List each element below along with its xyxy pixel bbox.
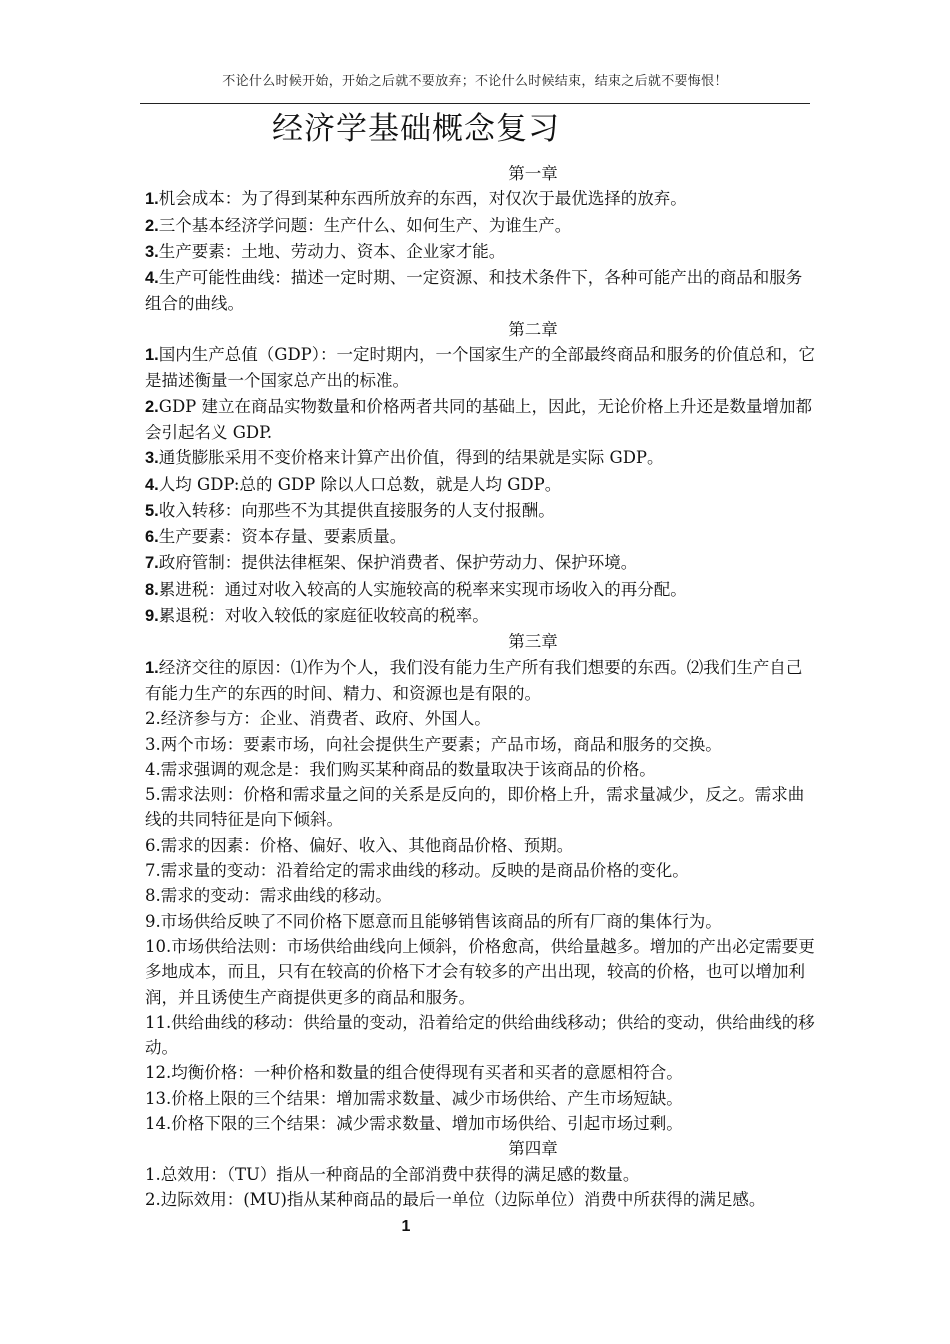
item-number: 6. [145, 835, 161, 855]
list-item [145, 782, 817, 833]
item-text: 总效用：（TU）指从一种商品的全部消费中获得的满足感的数量。 [160, 1164, 640, 1184]
list-item [145, 603, 817, 629]
item-text: 价格下限的三个结果：减少需求数量、增加市场供给、引起市场过剩。 [171, 1113, 683, 1133]
item-text: 累退税：对收入较低的家庭征收较高的税率。 [158, 606, 489, 626]
list-item [145, 550, 817, 576]
list-item [145, 1162, 817, 1187]
list-item [145, 833, 817, 858]
item-text: GDP 建立在商品实物数量和价格两者共同的基础上，因此，无论价格上升还是数量增加都会引起名义 GDP. [145, 396, 813, 442]
list-item [145, 524, 817, 550]
item-text: 需求强调的观念是：我们购买某种商品的数量取决于该商品的价格。 [160, 759, 656, 779]
item-number: 12. [145, 1063, 172, 1083]
item-number: 7. [145, 554, 159, 573]
item-text: 人均 GDP:总的 GDP 除以人口总数，就是人均 GDP。 [158, 474, 562, 494]
list-item [145, 265, 817, 317]
item-number: 6. [145, 528, 159, 547]
chapter-heading: 第三章 [508, 632, 558, 652]
item-text: 边际效用：(MU)指从某种商品的最后一单位（边际单位）消费中所获得的满足感。 [160, 1189, 766, 1209]
list-item [145, 1111, 817, 1136]
list-item [145, 934, 817, 1010]
list-item [145, 577, 817, 603]
item-text: 经济交往的原因：⑴作为个人，我们没有能力生产所有我们想要的东西。⑵我们生产自己有能力生产的东西的时间、精力、和资源也是有限的。 [145, 657, 803, 703]
item-text: 经济参与方：企业、消费者、政府、外国人。 [160, 709, 491, 729]
item-number: 8. [145, 580, 159, 599]
item-number: 3. [145, 242, 159, 261]
list-item [145, 186, 817, 212]
list-item [145, 655, 817, 707]
item-number: 2. [145, 397, 159, 416]
item-text: 两个市场：要素市场，向社会提供生产要素；产品市场，商品和服务的交换。 [160, 734, 722, 754]
item-number: 1. [145, 658, 159, 677]
item-number: 2. [145, 1189, 161, 1209]
item-text: 需求量的变动：沿着给定的需求曲线的移动。反映的是商品价格的变化。 [160, 861, 689, 881]
chapter-heading: 第四章 [508, 1139, 558, 1159]
list-item [145, 732, 817, 757]
item-text: 生产可能性曲线：描述一定时期、一定资源、和技术条件下，各种可能产出的商品和服务组合的曲线。 [145, 268, 803, 314]
item-text: 通货膨胀采用不变价格来计算产出价值，得到的结果就是实际 GDP。 [158, 448, 664, 468]
list-item [145, 706, 817, 731]
list-item [145, 239, 817, 265]
list-item [145, 858, 817, 883]
item-number: 7. [145, 861, 161, 881]
list-item [145, 394, 817, 446]
item-text: 均衡价格：一种价格和数量的组合使得现有买者和买者的意愿相符合。 [171, 1063, 683, 1083]
item-number: 9. [145, 911, 161, 931]
list-item [145, 883, 817, 908]
list-item [145, 472, 817, 498]
item-number: 8. [145, 886, 161, 906]
list-item [145, 1086, 817, 1111]
list-item [145, 445, 817, 471]
item-number: 3. [145, 449, 159, 468]
page-title: 经济学基础概念复习 [272, 111, 560, 147]
header-divider [140, 103, 810, 104]
item-text: 需求的因素：价格、偏好、收入、其他商品价格、预期。 [160, 835, 574, 855]
item-number: 9. [145, 607, 159, 626]
list-item [145, 757, 817, 782]
item-number: 1. [145, 190, 159, 209]
document-body [145, 161, 817, 1212]
list-item [145, 1060, 817, 1085]
item-text: 市场供给反映了不同价格下愿意而且能够销售该商品的所有厂商的集体行为。 [160, 911, 722, 931]
item-number: 5. [145, 785, 161, 805]
item-text: 生产要素：资本存量、要素质量。 [158, 527, 407, 547]
item-text: 供给曲线的移动：供给量的变动，沿着给定的供给曲线移动；供给的变动，供给曲线的移动。 [145, 1012, 815, 1058]
item-number: 1. [145, 346, 159, 365]
list-item [145, 213, 817, 239]
item-number: 2. [145, 709, 161, 729]
item-number: 2. [145, 216, 159, 235]
header-motto: 不论什么时候开始，开始之后就不要放弃；不论什么时候结束，结束之后就不要悔恨！ [222, 74, 728, 89]
item-text: 国内生产总值（GDP）：一定时期内，一个国家生产的全部最终商品和服务的价值总和，它是描述衡量一个国家总产出的标准。 [145, 345, 816, 391]
list-item [145, 498, 817, 524]
item-text: 市场供给法则：市场供给曲线向上倾斜，价格愈高，供给量越多。增加的产出必定需要更多地成本，而且，只有在较高的价格下才会有较多的产出出现，较高的价格，也可以增加利润，并且诱使生产商提供更多的商品和服务。 [145, 936, 815, 1007]
item-text: 收入转移：向那些不为其提供直接服务的人支付报酬。 [158, 500, 555, 520]
item-text: 需求的变动：需求曲线的移动。 [160, 886, 392, 906]
item-number: 4. [145, 475, 159, 494]
item-number: 4. [145, 759, 161, 779]
item-number: 14. [145, 1113, 172, 1133]
list-item [145, 342, 817, 394]
item-text: 机会成本：为了得到某种东西所放弃的东西，对仅次于最优选择的放弃。 [158, 189, 687, 209]
item-number: 10. [145, 936, 172, 956]
item-number: 5. [145, 501, 159, 520]
item-text: 价格上限的三个结果：增加需求数量、减少市场供给、产生市场短缺。 [171, 1088, 683, 1108]
list-item [145, 909, 817, 934]
chapter-heading: 第一章 [508, 164, 558, 183]
item-text: 政府管制：提供法律框架、保护消费者、保护劳动力、保护环境。 [158, 553, 638, 573]
item-text: 三个基本经济学问题：生产什么、如何生产、为谁生产。 [158, 215, 572, 235]
item-number: 13. [145, 1088, 172, 1108]
item-number: 11. [145, 1012, 172, 1032]
item-text: 累进税：通过对收入较高的人实施较高的税率来实现市场收入的再分配。 [158, 579, 687, 599]
item-number: 1. [145, 1164, 161, 1184]
list-item [145, 1187, 817, 1212]
page-number: 1 [401, 1218, 411, 1235]
item-number: 4. [145, 269, 159, 288]
item-number: 3. [145, 734, 161, 754]
item-text: 生产要素：土地、劳动力、资本、企业家才能。 [158, 241, 506, 261]
chapter-heading: 第二章 [508, 319, 558, 339]
list-item [145, 1010, 817, 1061]
item-text: 需求法则：价格和需求量之间的关系是反向的，即价格上升，需求量减少，反之。需求曲线的共同特征是向下倾斜。 [145, 785, 805, 830]
